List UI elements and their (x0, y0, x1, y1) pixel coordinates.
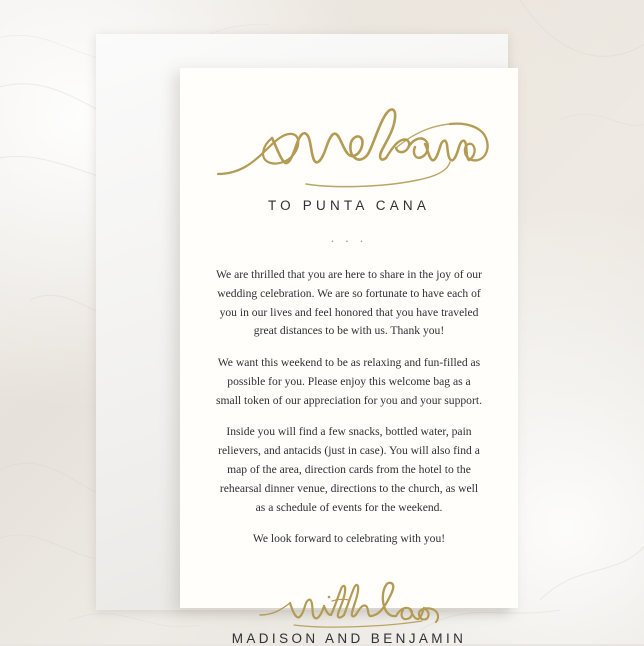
with-love-calligraphy-icon (254, 575, 444, 629)
body-paragraph-3: Inside you will find a few snacks, bottled water, pain relievers, and antacids (just in case). You will also find a map of the area, direction cards from the hotel to the rehearsal dinner venue, directions to the church, as well as a schedule of events for the weekend. (218, 425, 480, 514)
welcome-calligraphy-icon (210, 100, 490, 196)
body-paragraph-2: We want this weekend to be as relaxing and fun-filled as possible for you. Please enjoy this welcome bag as a small token of our appreciation for you and your support. (216, 356, 482, 407)
card-body (210, 266, 488, 549)
body-paragraph-4: We look forward to celebrating with you! (252, 532, 446, 546)
decorative-divider: . . . (330, 230, 368, 245)
body-paragraph-1: We are thrilled that you are here to share in the joy of our wedding celebration. We are so fortunate to have each of you in our lives and feel honored that you have traveled great distances to be with us. Thank you! (216, 268, 482, 338)
welcome-script-heading (210, 100, 488, 196)
welcome-card[interactable] (180, 68, 518, 646)
couple-names: MADISON AND BENJAMIN (231, 631, 467, 646)
sign-off-script (210, 575, 488, 629)
card-subtitle: TO PUNTA CANA (267, 198, 431, 213)
